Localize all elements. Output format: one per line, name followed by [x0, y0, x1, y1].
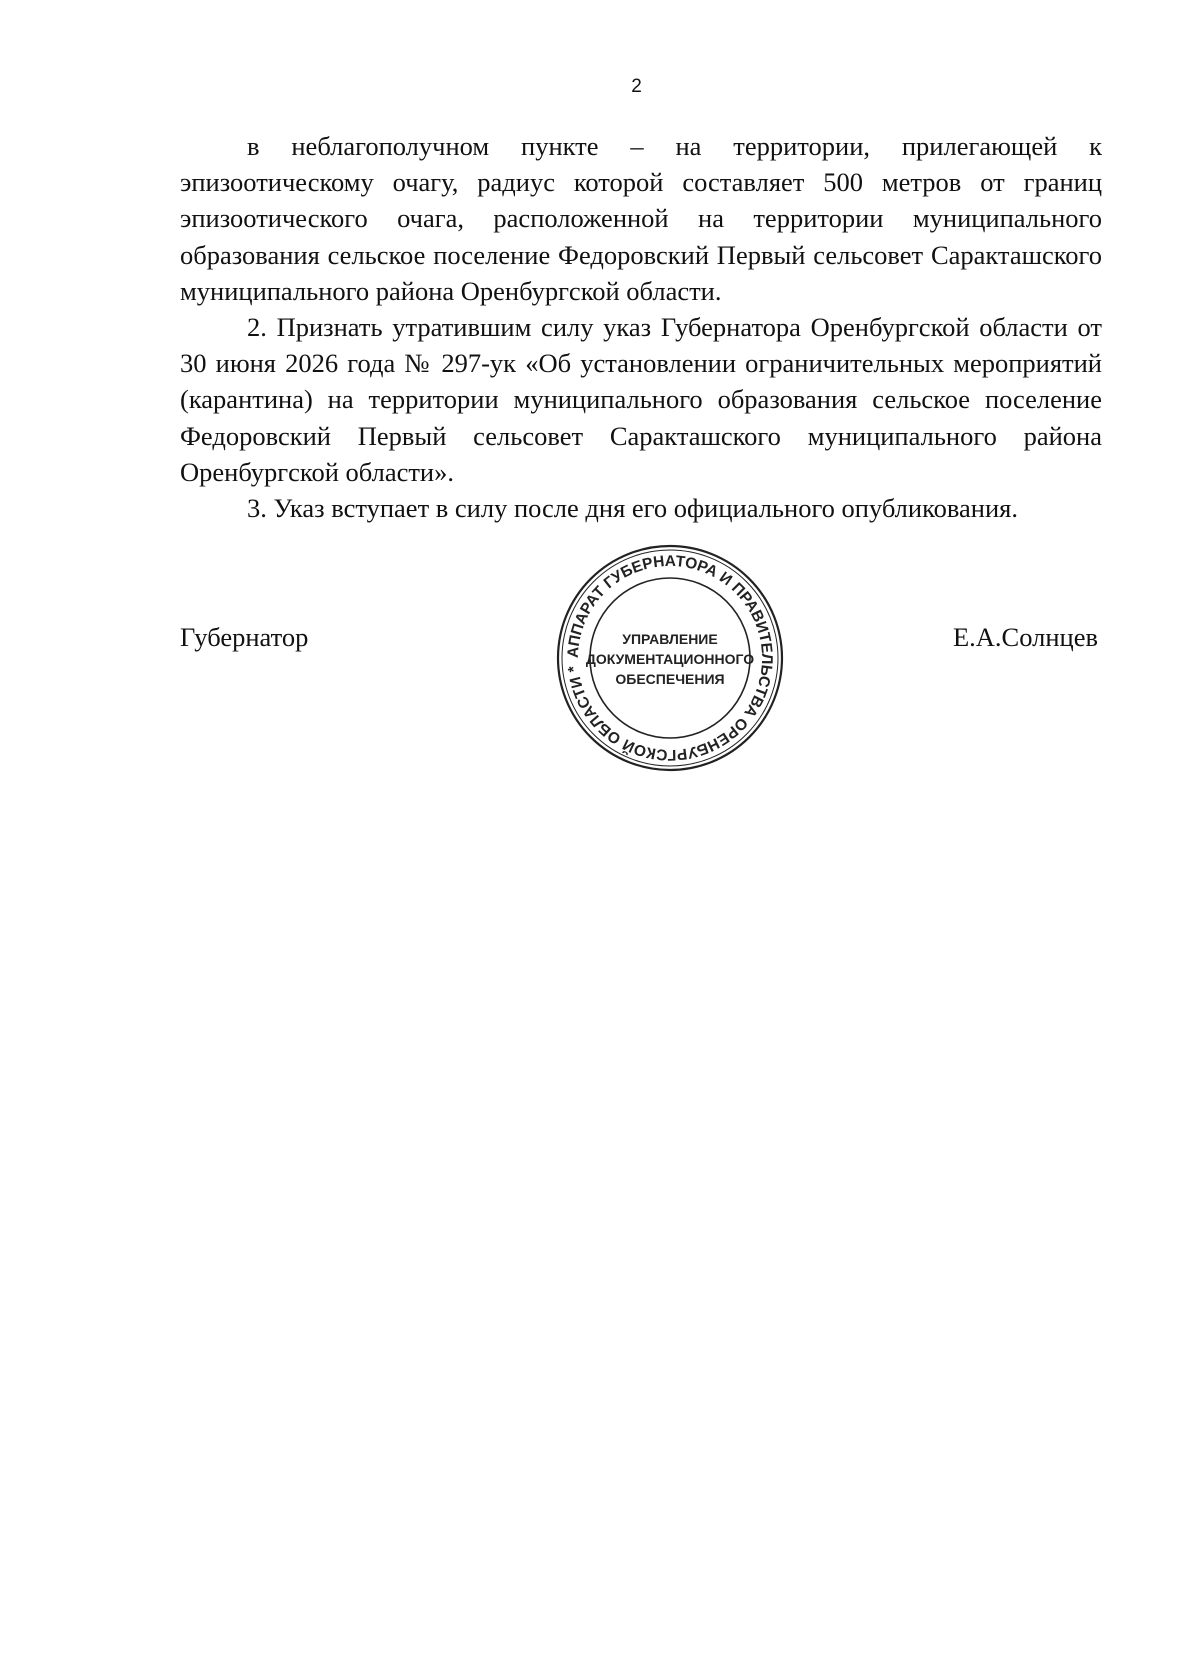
stamp-center-line-2: ДОКУМЕНТАЦИОННОГО [585, 651, 755, 667]
page-number: 2 [631, 76, 642, 97]
stamp-ring-text: АППАРАТ ГУБЕРНАТОРА И ПРАВИТЕЛЬСТВА ОРЕНБУРГСКОЙ ОБЛАСТИ * [564, 552, 776, 764]
stamp-seal-graphic [552, 540, 788, 776]
paragraph-item-3: 3. Указ вступает в силу после дня его официального опубликования. [247, 493, 1018, 524]
signatory-title: Губернатор [180, 622, 309, 652]
stamp-center-line-3: ОБЕСПЕЧЕНИЯ [615, 671, 725, 687]
paragraph-territory: в неблагополучном пункте – на территории, прилегающей к эпизоотическому очагу, радиус которой составляет 500 метров от границ эпизоотического очага, расположенной на территории муниципального образования сельское поселение Федоровский Первый сельсовет Саракташского муниципального района Оренбургской области. [180, 131, 1102, 306]
document-body [180, 128, 1102, 526]
stamp-center-line-1: УПРАВЛЕНИЕ [622, 631, 718, 647]
signatory-name: Е.А.Солнцев [952, 622, 1098, 652]
paragraph-item-2: 2. Признать утратившим силу указ Губернатора Оренбургской области от 30 июня 2026 года № 297-ук «Об установлении ограничительных мероприятий (карантина) на территории муниципального образования сельское поселение Федоровский Первый сельсовет Саракташского муниципального района Оренбургской области». [180, 312, 1102, 487]
official-stamp-seal [552, 540, 788, 776]
